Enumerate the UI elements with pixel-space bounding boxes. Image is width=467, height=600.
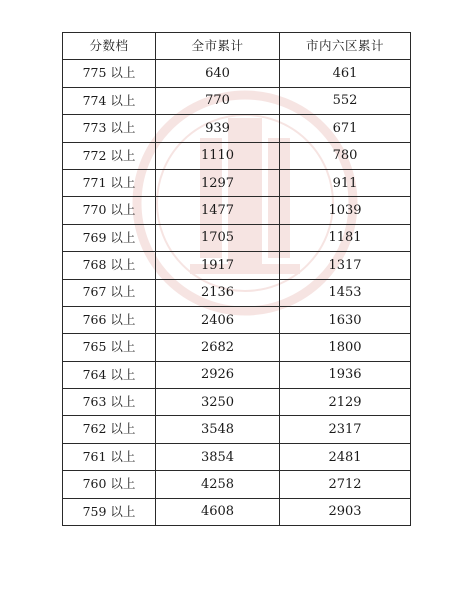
- table-row: [63, 169, 411, 196]
- cell-score: 771 以上: [63, 169, 156, 196]
- cell-city-total: 1110: [156, 142, 280, 169]
- cell-score: 761 以上: [63, 443, 156, 470]
- cell-city-total: 2682: [156, 334, 280, 361]
- cell-city-total: 3548: [156, 416, 280, 443]
- cell-city-total: 2926: [156, 361, 280, 388]
- table-row: [63, 443, 411, 470]
- table-row: [63, 60, 411, 87]
- table-row: [63, 252, 411, 279]
- table-body: [63, 60, 411, 526]
- table-row: [63, 87, 411, 114]
- cell-score: 766 以上: [63, 306, 156, 333]
- cell-score: 767 以上: [63, 279, 156, 306]
- cell-score: 759 以上: [63, 498, 156, 525]
- cell-city-total: 1477: [156, 197, 280, 224]
- cell-score: 772 以上: [63, 142, 156, 169]
- cell-score: 768 以上: [63, 252, 156, 279]
- cell-city-total: 1917: [156, 252, 280, 279]
- table-header-row: [63, 33, 411, 60]
- cell-score: 764 以上: [63, 361, 156, 388]
- header-inner-six: 市内六区累计: [280, 33, 411, 60]
- cell-inner-six: 2481: [280, 443, 411, 470]
- header-score: 分数档: [63, 33, 156, 60]
- cell-city-total: 1705: [156, 224, 280, 251]
- cell-city-total: 3250: [156, 389, 280, 416]
- cell-inner-six: 1453: [280, 279, 411, 306]
- cell-city-total: 939: [156, 115, 280, 142]
- cell-city-total: 770: [156, 87, 280, 114]
- table-row: [63, 142, 411, 169]
- cell-inner-six: 780: [280, 142, 411, 169]
- cell-score: 760 以上: [63, 471, 156, 498]
- cell-city-total: 4258: [156, 471, 280, 498]
- cell-inner-six: 1800: [280, 334, 411, 361]
- cell-inner-six: 1181: [280, 224, 411, 251]
- cell-city-total: 2406: [156, 306, 280, 333]
- cell-city-total: 1297: [156, 169, 280, 196]
- cell-city-total: 2136: [156, 279, 280, 306]
- table-row: [63, 334, 411, 361]
- score-table: [62, 32, 411, 526]
- table-row: [63, 197, 411, 224]
- cell-score: 775 以上: [63, 60, 156, 87]
- table-row: [63, 498, 411, 525]
- cell-inner-six: 2129: [280, 389, 411, 416]
- cell-city-total: 4608: [156, 498, 280, 525]
- cell-score: 763 以上: [63, 389, 156, 416]
- table-row: [63, 115, 411, 142]
- table-row: [63, 389, 411, 416]
- cell-inner-six: 671: [280, 115, 411, 142]
- cell-inner-six: 461: [280, 60, 411, 87]
- cell-inner-six: 1936: [280, 361, 411, 388]
- table-row: [63, 416, 411, 443]
- cell-inner-six: 2317: [280, 416, 411, 443]
- cell-inner-six: 1039: [280, 197, 411, 224]
- cell-score: 762 以上: [63, 416, 156, 443]
- cell-city-total: 3854: [156, 443, 280, 470]
- table-row: [63, 471, 411, 498]
- cell-inner-six: 552: [280, 87, 411, 114]
- cell-score: 774 以上: [63, 87, 156, 114]
- cell-inner-six: 911: [280, 169, 411, 196]
- cell-inner-six: 2903: [280, 498, 411, 525]
- cell-inner-six: 1630: [280, 306, 411, 333]
- header-city-total: 全市累计: [156, 33, 280, 60]
- cell-score: 773 以上: [63, 115, 156, 142]
- table-row: [63, 306, 411, 333]
- table-row: [63, 224, 411, 251]
- cell-inner-six: 1317: [280, 252, 411, 279]
- table-row: [63, 361, 411, 388]
- cell-score: 769 以上: [63, 224, 156, 251]
- cell-score: 770 以上: [63, 197, 156, 224]
- cell-city-total: 640: [156, 60, 280, 87]
- cell-inner-six: 2712: [280, 471, 411, 498]
- cell-score: 765 以上: [63, 334, 156, 361]
- table-row: [63, 279, 411, 306]
